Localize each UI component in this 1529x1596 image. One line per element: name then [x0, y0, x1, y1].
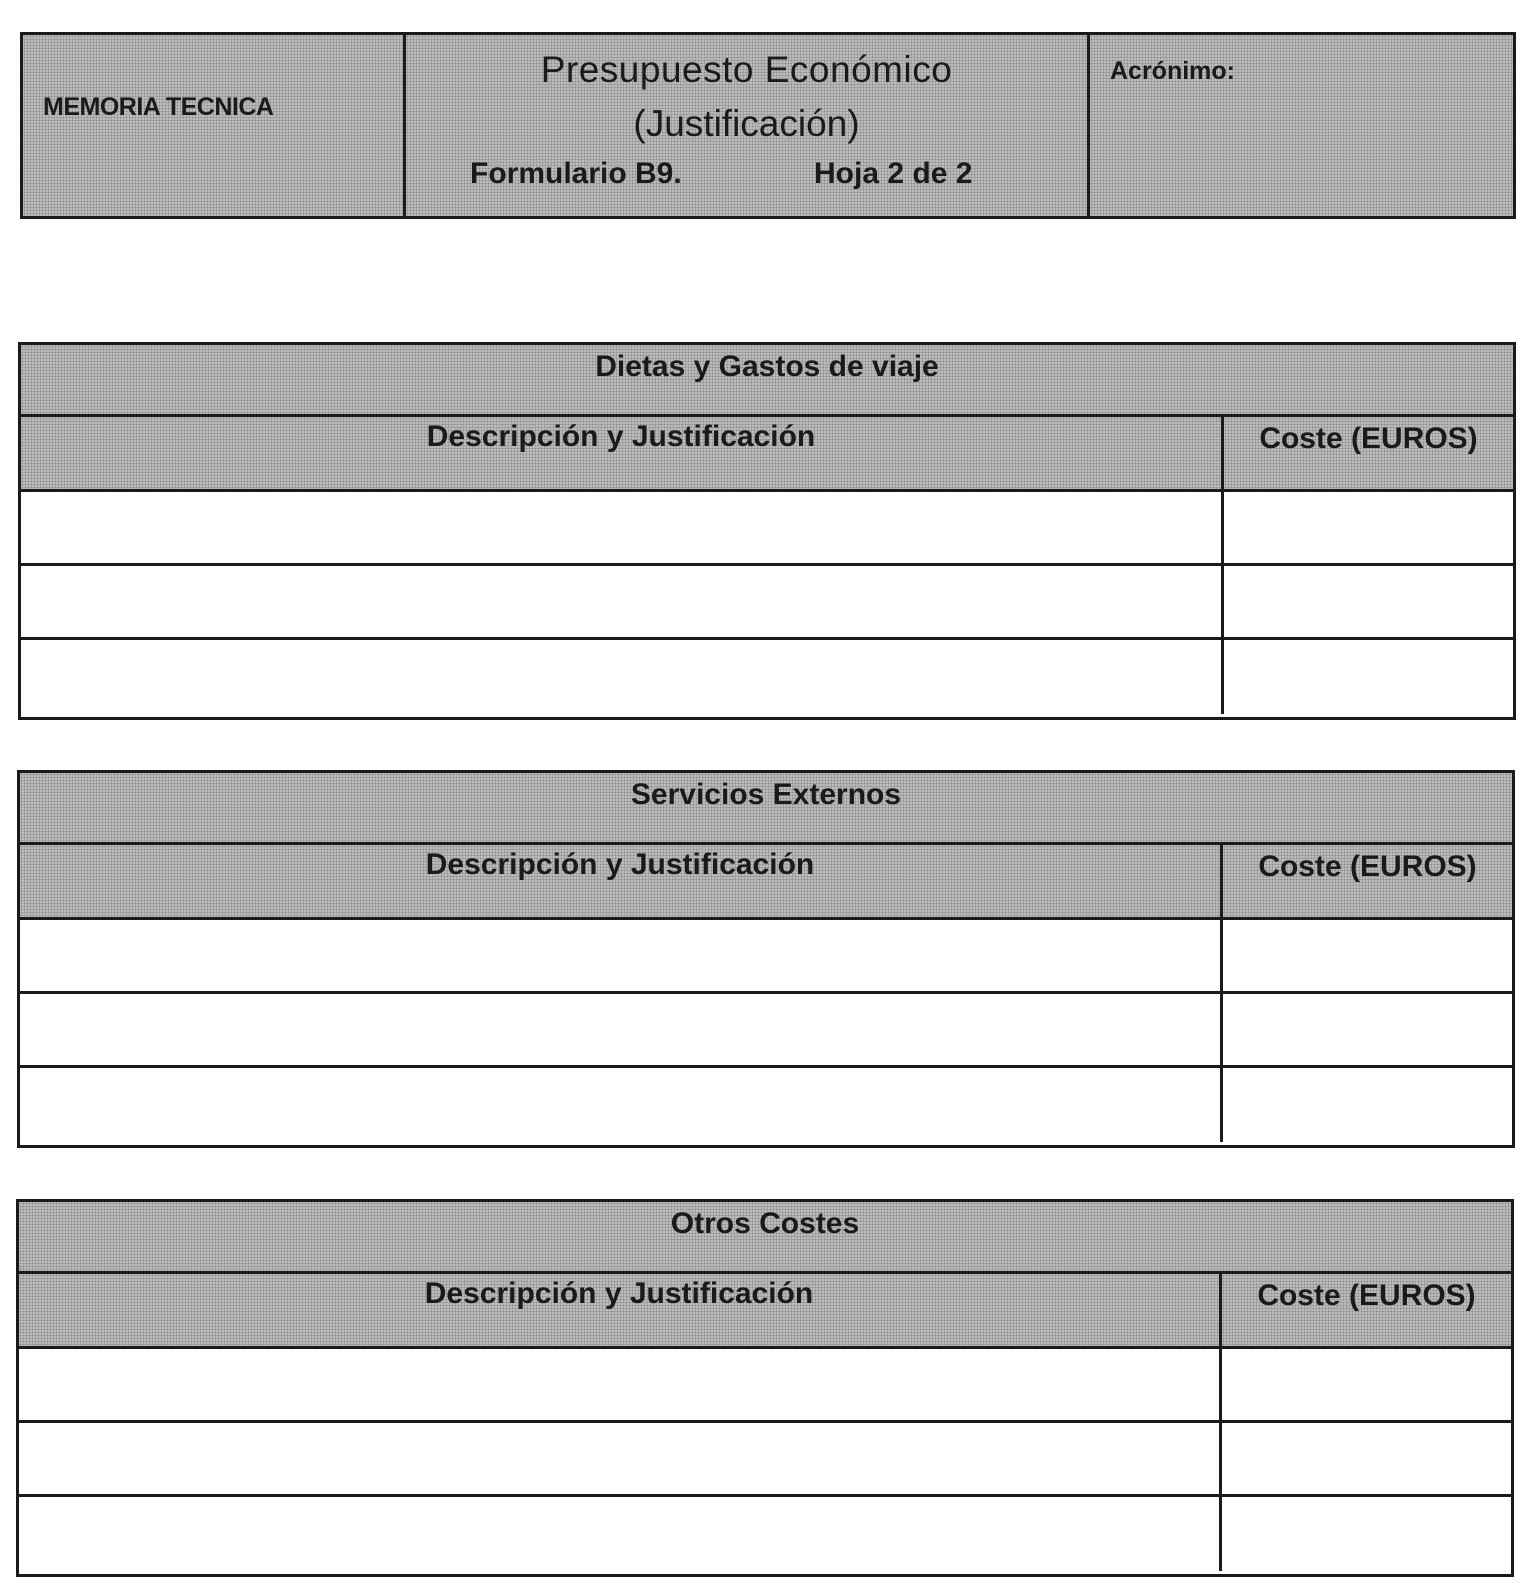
section-dietas — [18, 342, 1516, 720]
column-header-cost: Coste (EUROS) — [1259, 422, 1478, 455]
column-header-cost: Coste (EUROS) — [1257, 1279, 1476, 1312]
cost-cell[interactable] — [1224, 640, 1513, 714]
table-row — [21, 640, 1513, 714]
table-row — [19, 1423, 1511, 1497]
cost-cell[interactable] — [1224, 492, 1513, 563]
cost-cell[interactable] — [1223, 920, 1512, 991]
cost-cell[interactable] — [1222, 1349, 1511, 1420]
form-code: Formulario B9. — [470, 157, 682, 190]
description-cell[interactable] — [21, 492, 1224, 563]
section-title: Servicios Externos — [20, 773, 1512, 845]
table-body — [21, 492, 1513, 714]
form-subtitle: (Justificación) — [633, 103, 860, 144]
cost-cell[interactable] — [1222, 1423, 1511, 1494]
acronym-label: Acrónimo: — [1110, 57, 1235, 85]
cost-cell[interactable] — [1223, 994, 1512, 1065]
table-row — [20, 1068, 1512, 1142]
table-body — [19, 1349, 1511, 1571]
cost-cell[interactable] — [1223, 1068, 1512, 1142]
table-row — [19, 1349, 1511, 1423]
section-column-headers — [21, 417, 1513, 492]
table-row — [21, 566, 1513, 640]
cost-cell[interactable] — [1222, 1497, 1511, 1571]
section-title: Otros Costes — [19, 1202, 1511, 1274]
description-cell[interactable] — [20, 1068, 1223, 1142]
form-title: Presupuesto Económico — [540, 49, 953, 90]
section-column-headers — [19, 1274, 1511, 1349]
table-row — [20, 994, 1512, 1068]
description-cell[interactable] — [21, 640, 1224, 714]
sheet-number: Hoja 2 de 2 — [814, 157, 973, 190]
description-cell[interactable] — [21, 566, 1224, 637]
section-title: Dietas y Gastos de viaje — [21, 345, 1513, 417]
memoria-tecnica-label: MEMORIA TECNICA — [43, 93, 274, 121]
description-cell[interactable] — [20, 920, 1223, 991]
column-header-description: Descripción y Justificación — [20, 845, 1223, 917]
cost-cell[interactable] — [1224, 566, 1513, 637]
title-cell — [406, 35, 1090, 216]
description-cell[interactable] — [20, 994, 1223, 1065]
section-otros-costes — [16, 1199, 1514, 1577]
description-cell[interactable] — [19, 1349, 1222, 1420]
description-cell[interactable] — [19, 1497, 1222, 1571]
memoria-tecnica-cell — [23, 35, 406, 216]
column-header-description: Descripción y Justificación — [21, 417, 1224, 489]
table-row — [20, 920, 1512, 994]
section-servicios-externos — [17, 770, 1515, 1148]
column-header-description: Descripción y Justificación — [19, 1274, 1222, 1346]
section-column-headers — [20, 845, 1512, 920]
table-body — [20, 920, 1512, 1142]
form-header — [20, 32, 1516, 219]
column-header-cost: Coste (EUROS) — [1258, 850, 1477, 883]
description-cell[interactable] — [19, 1423, 1222, 1494]
table-row — [19, 1497, 1511, 1571]
acronym-cell[interactable] — [1090, 35, 1513, 216]
table-row — [21, 492, 1513, 566]
